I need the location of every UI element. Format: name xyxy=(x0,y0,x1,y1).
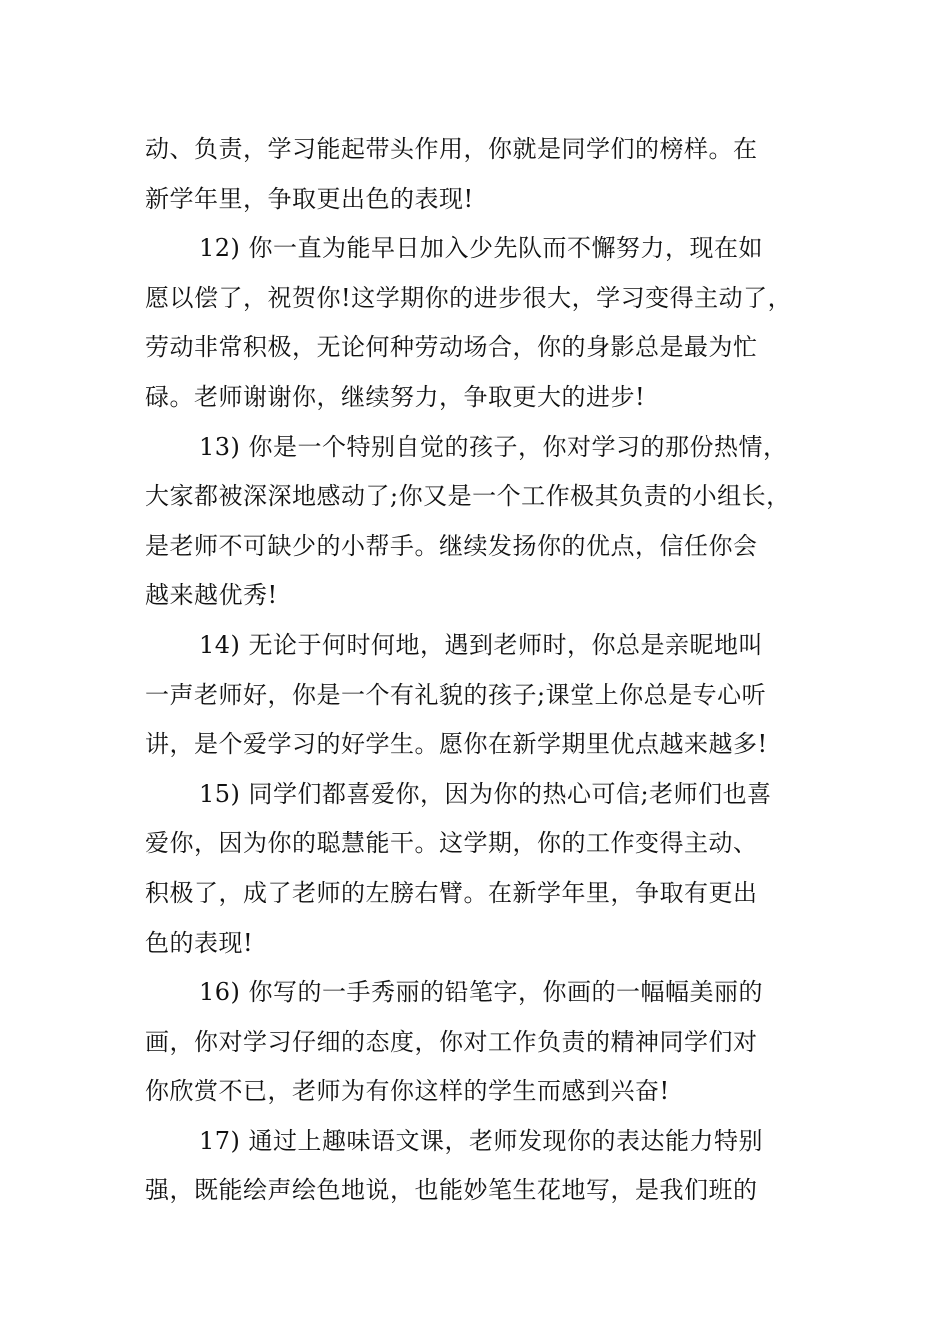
text-line: 是老师不可缺少的小帮手。继续发扬你的优点，信任你会 xyxy=(145,531,758,560)
text-line: 积极了，成了老师的左膀右臂。在新学年里，争取有更出 xyxy=(145,878,758,907)
text-line: 越来越优秀! xyxy=(145,581,278,610)
text-line: 大家都被深深地感动了;你又是一个工作极其负责的小组长， xyxy=(145,482,791,511)
text-line: 画，你对学习仔细的态度，你对工作负责的精神同学们对 xyxy=(145,1027,758,1056)
paragraph-start-12: 12) 你一直为能早日加入少先队而不懈努力，现在如 xyxy=(199,234,764,263)
paragraph-start-13: 13) 你是一个特别自觉的孩子，你对学习的那份热情， xyxy=(199,432,788,461)
paragraph-start-17: 17) 通过上趣味语文课，老师发现你的表达能力特别 xyxy=(199,1126,764,1155)
paragraph-start-16: 16) 你写的一手秀丽的铅笔字，你画的一幅幅美丽的 xyxy=(199,978,764,1007)
text-line: 愿以偿了，祝贺你!这学期你的进步很大，学习变得主动了， xyxy=(145,283,793,312)
text-line: 强，既能绘声绘色地说，也能妙笔生花地写，是我们班的 xyxy=(145,1176,758,1205)
text-line: 动、负责，学习能起带头作用，你就是同学们的榜样。在 xyxy=(145,135,758,163)
text-line: 色的表现! xyxy=(145,928,254,957)
text-line: 爱你，因为你的聪慧能干。这学期，你的工作变得主动、 xyxy=(145,829,758,858)
text-line: 新学年里，争取更出色的表现! xyxy=(145,184,474,213)
text-line: 劳动非常积极，无论何种劳动场合，你的身影总是最为忙 xyxy=(145,333,758,362)
comment-text xyxy=(145,125,810,1216)
text-line: 碌。老师谢谢你，继续努力，争取更大的进步! xyxy=(145,382,646,411)
text-line: 讲，是个爱学习的好学生。愿你在新学期里优点越来越多! xyxy=(145,730,768,759)
text-line: 你欣赏不已，老师为有你这样的学生而感到兴奋! xyxy=(145,1077,670,1106)
paragraph-start-14: 14) 无论于何时何地，遇到老师时，你总是亲昵地叫 xyxy=(199,630,764,659)
text-line: 一声老师好，你是一个有礼貌的孩子;课堂上你总是专心听 xyxy=(145,680,767,709)
paragraph-start-15: 15) 同学们都喜爱你，因为你的热心可信;老师们也喜 xyxy=(199,779,772,808)
